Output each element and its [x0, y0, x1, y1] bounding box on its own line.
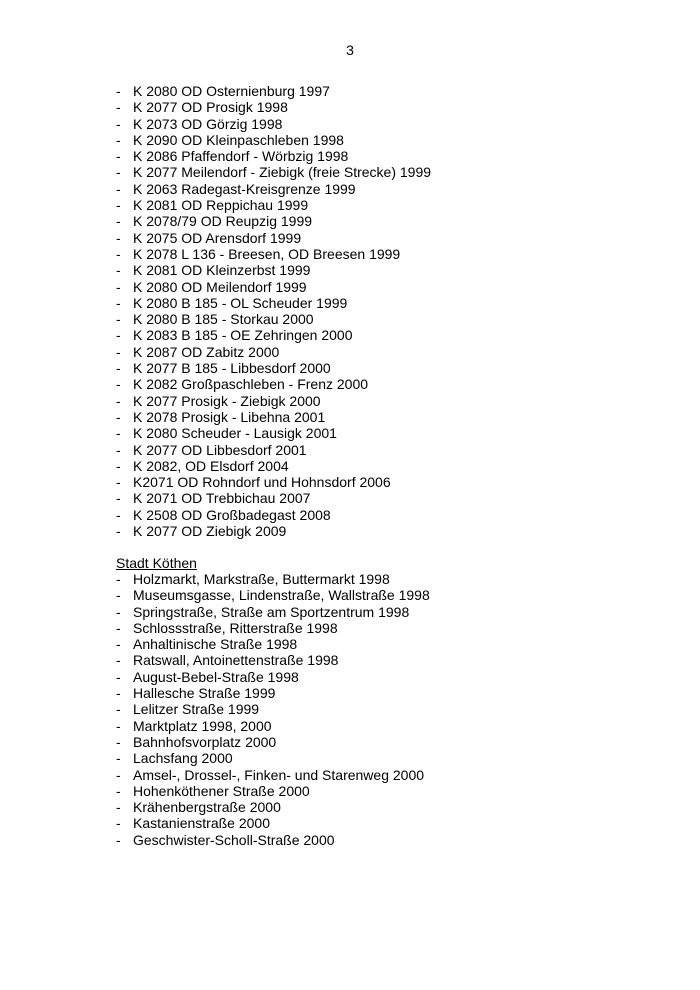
- bullet-dash: -: [116, 115, 121, 132]
- list-item: [116, 604, 430, 620]
- list-item: [116, 393, 431, 409]
- list-item-text: K 2080 B 185 - OL Scheuder 1999: [133, 294, 348, 311]
- list-item-text: Hohenköthener Straße 2000: [133, 782, 310, 799]
- bullet-dash: -: [116, 278, 121, 295]
- list-item: [116, 474, 431, 490]
- list-item-text: K 2080 OD Meilendorf 1999: [133, 278, 307, 295]
- section-heading-stadt-koethen: Stadt Köthen: [116, 555, 197, 571]
- list-item-text: K 2081 OD Reppichau 1999: [133, 197, 309, 214]
- list-item-text: K 2077 OD Ziebigk 2009: [133, 523, 287, 540]
- list-item-text: K 2080 Scheuder - Lausigk 2001: [133, 425, 337, 442]
- list-item: [116, 783, 430, 799]
- bullet-dash: -: [116, 603, 121, 620]
- list-item: [116, 197, 431, 213]
- list-item: [116, 442, 431, 458]
- list-item: [116, 376, 431, 392]
- list-item-text: Lachsfang 2000: [133, 750, 233, 767]
- bullet-dash: -: [116, 99, 121, 116]
- list-item-text: K 2082, OD Elsdorf 2004: [133, 457, 289, 474]
- list-item-text: K 2081 OD Kleinzerbst 1999: [133, 262, 311, 279]
- list-item-text: K 2078/79 OD Reupzig 1999: [133, 213, 313, 230]
- list-item-text: Springstraße, Straße am Sportzentrum 1998: [133, 603, 410, 620]
- list-item-text: K 2086 Pfaffendorf - Wörbzig 1998: [133, 148, 349, 165]
- bullet-dash: -: [116, 197, 121, 214]
- list-item: [116, 295, 431, 311]
- list-item-text: K 2508 OD Großbadegast 2008: [133, 506, 331, 523]
- stadt-street-list: [116, 571, 430, 848]
- list-item: [116, 99, 431, 115]
- bullet-dash: -: [116, 327, 121, 344]
- list-item: [116, 490, 431, 506]
- bullet-dash: -: [116, 571, 121, 587]
- list-item-text: Anhaltinische Straße 1998: [133, 636, 298, 653]
- list-item: [116, 832, 430, 848]
- bullet-dash: -: [116, 294, 121, 311]
- bullet-dash: -: [116, 343, 121, 360]
- list-item-text: Museumsgasse, Lindenstraße, Wallstraße 1998: [133, 587, 430, 604]
- bullet-dash: -: [116, 652, 121, 669]
- list-item: [116, 669, 430, 685]
- list-item: [116, 750, 430, 766]
- list-item: [116, 132, 431, 148]
- list-item-text: K 2075 OD Arensdorf 1999: [133, 229, 302, 246]
- list-item-text: K 2078 Prosigk - Libehna 2001: [133, 408, 326, 425]
- list-item-text: Ratswall, Antoinettenstraße 1998: [133, 652, 339, 669]
- list-item-text: Kastanienstraße 2000: [133, 815, 270, 832]
- list-item: [116, 799, 430, 815]
- list-item: [116, 262, 431, 278]
- bullet-dash: -: [116, 799, 121, 816]
- bullet-dash: -: [116, 376, 121, 393]
- list-item-text: Schlossstraße, Ritterstraße 1998: [133, 619, 338, 636]
- bullet-dash: -: [116, 587, 121, 604]
- list-item-text: K 2077 OD Libbesdorf 2001: [133, 441, 307, 458]
- list-item-text: K 2077 Prosigk - Ziebigk 2000: [133, 392, 321, 409]
- list-item-text: K 2087 OD Zabitz 2000: [133, 343, 280, 360]
- list-item-text: K2071 OD Rohndorf und Hohnsdorf 2006: [133, 474, 391, 491]
- list-item-text: Holzmarkt, Markstraße, Buttermarkt 1998: [133, 571, 390, 587]
- bullet-dash: -: [116, 815, 121, 832]
- bullet-dash: -: [116, 131, 121, 148]
- list-item: [116, 116, 431, 132]
- bullet-dash: -: [116, 148, 121, 165]
- list-item-text: K 2083 B 185 - OE Zehringen 2000: [133, 327, 353, 344]
- list-item: [116, 636, 430, 652]
- list-item-text: K 2071 OD Trebbichau 2007: [133, 490, 311, 507]
- list-item-text: K 2077 Meilendorf - Ziebigk (freie Strecke) 1999: [133, 164, 432, 181]
- bullet-dash: -: [116, 733, 121, 750]
- bullet-dash: -: [116, 619, 121, 636]
- bullet-dash: -: [116, 717, 121, 734]
- list-item: [116, 311, 431, 327]
- list-item: [116, 425, 431, 441]
- list-item: [116, 344, 431, 360]
- list-item: [116, 164, 431, 180]
- list-item-text: August-Bebel-Straße 1998: [133, 668, 299, 685]
- bullet-dash: -: [116, 474, 121, 491]
- list-item: [116, 571, 430, 587]
- list-item: [116, 734, 430, 750]
- list-item: [116, 360, 431, 376]
- bullet-dash: -: [116, 441, 121, 458]
- bullet-dash: -: [116, 685, 121, 702]
- list-item-text: K 2078 L 136 - Breesen, OD Breesen 1999: [133, 245, 401, 262]
- bullet-dash: -: [116, 701, 121, 718]
- bullet-dash: -: [116, 392, 121, 409]
- list-item: [116, 279, 431, 295]
- bullet-dash: -: [116, 668, 121, 685]
- list-item: [116, 767, 430, 783]
- list-item: [116, 507, 431, 523]
- list-item-text: Marktplatz 1998, 2000: [133, 717, 272, 734]
- list-item-text: Hallesche Straße 1999: [133, 685, 276, 702]
- bullet-dash: -: [116, 506, 121, 523]
- list-item: [116, 213, 431, 229]
- list-item: [116, 148, 431, 164]
- list-item-text: K 2063 Radegast-Kreisgrenze 1999: [133, 180, 356, 197]
- bullet-dash: -: [116, 523, 121, 540]
- bullet-dash: -: [116, 636, 121, 653]
- list-item: [116, 230, 431, 246]
- bullet-dash: -: [116, 83, 121, 99]
- list-item: [116, 685, 430, 701]
- bullet-dash: -: [116, 180, 121, 197]
- list-item: [116, 327, 431, 343]
- bullet-dash: -: [116, 831, 121, 848]
- bullet-dash: -: [116, 164, 121, 181]
- list-item-text: K 2080 OD Osternienburg 1997: [133, 83, 330, 99]
- list-item-text: Amsel-, Drossel-, Finken- und Starenweg 2000: [133, 766, 425, 783]
- list-item: [116, 620, 430, 636]
- list-item: [116, 409, 431, 425]
- page-number: 3: [346, 42, 354, 58]
- bullet-dash: -: [116, 245, 121, 262]
- list-item: [116, 458, 431, 474]
- list-item-text: Krähenbergstraße 2000: [133, 799, 281, 816]
- bullet-dash: -: [116, 408, 121, 425]
- bullet-dash: -: [116, 490, 121, 507]
- list-item-text: K 2090 OD Kleinpaschleben 1998: [133, 131, 344, 148]
- bullet-dash: -: [116, 750, 121, 767]
- kreis-road-list: [116, 83, 431, 539]
- list-item: [116, 83, 431, 99]
- bullet-dash: -: [116, 229, 121, 246]
- list-item: [116, 718, 430, 734]
- list-item-text: K 2077 OD Prosigk 1998: [133, 99, 288, 116]
- list-item-text: Geschwister-Scholl-Straße 2000: [133, 831, 335, 848]
- list-item: [116, 523, 431, 539]
- list-item-text: Lelitzer Straße 1999: [133, 701, 260, 718]
- list-item: [116, 181, 431, 197]
- list-item: [116, 815, 430, 831]
- bullet-dash: -: [116, 360, 121, 377]
- bullet-dash: -: [116, 262, 121, 279]
- list-item: [116, 701, 430, 717]
- bullet-dash: -: [116, 457, 121, 474]
- list-item: [116, 587, 430, 603]
- list-item: [116, 652, 430, 668]
- bullet-dash: -: [116, 311, 121, 328]
- list-item-text: K 2073 OD Görzig 1998: [133, 115, 283, 132]
- bullet-dash: -: [116, 425, 121, 442]
- list-item-text: K 2080 B 185 - Storkau 2000: [133, 311, 314, 328]
- bullet-dash: -: [116, 766, 121, 783]
- list-item: [116, 246, 431, 262]
- list-item-text: K 2077 B 185 - Libbesdorf 2000: [133, 360, 331, 377]
- bullet-dash: -: [116, 782, 121, 799]
- list-item-text: K 2082 Großpaschleben - Frenz 2000: [133, 376, 369, 393]
- list-item-text: Bahnhofsvorplatz 2000: [133, 733, 277, 750]
- bullet-dash: -: [116, 213, 121, 230]
